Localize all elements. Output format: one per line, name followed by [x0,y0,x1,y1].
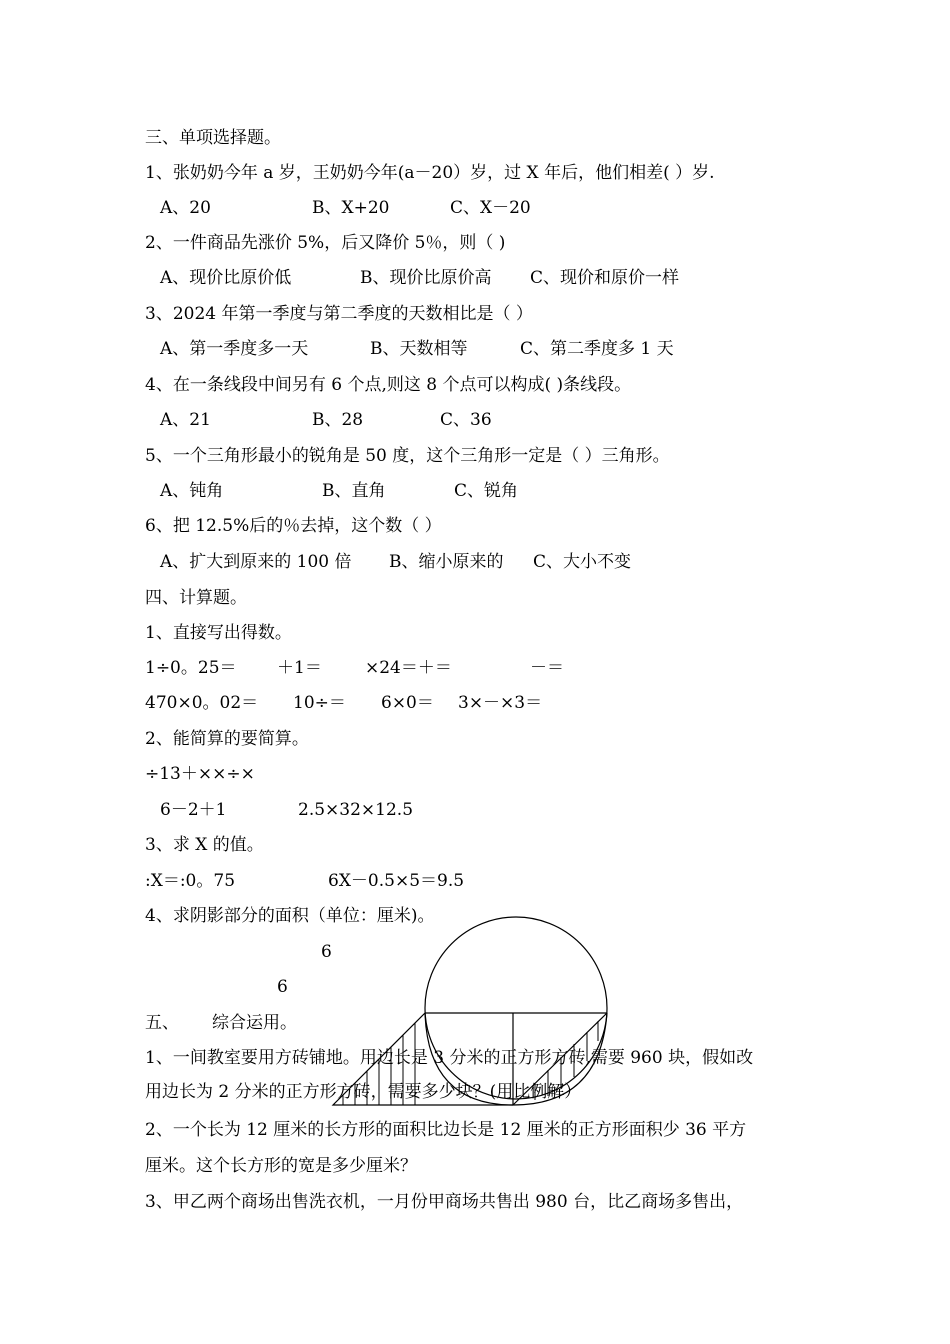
app-question-3-line-1: 3、甲乙两个商场出售洗衣机，一月份甲商场共售出 980 台，比乙商场多售出， [145,1192,744,1212]
problem-1-heading: 1、直接写出得数。 [145,623,292,643]
problem-3-heading: 3、求 X 的值。 [145,835,264,855]
section3-title: 三、单项选择题。 [145,128,281,148]
p3-equation-2: 6X－0.5×5＝9.5 [328,871,465,891]
app-question-2-line-2: 厘米。这个长方形的宽是多少厘米？ [145,1156,417,1176]
question-6: 6、把 12.5%后的％去掉，这个数（ ） [145,516,442,536]
p3-equation-1: :X＝:0。75 [145,871,236,891]
q2-option-b: B、现价比原价高 [360,268,492,288]
q4-option-c: C、36 [440,410,492,430]
q4-option-b: B、28 [312,410,364,430]
q6-option-a: A、扩大到原来的 100 倍 [160,552,352,572]
problem-2-heading: 2、能简算的要简算。 [145,729,309,749]
app-question-1-line-1: 1、一间教室要用方砖铺地。用边长是 3 分米的正方形方砖,需要 960 块，假如改 [145,1048,754,1068]
p2-row1: ÷13＋××÷× [145,764,255,784]
figure-label-top: 6 [321,942,332,962]
p2-row2-item-2: 2.5×32×12.5 [298,800,414,820]
q2-option-a: A、现价比原价低 [160,268,292,288]
p1-row1-item-2: ＋1＝ [277,658,322,678]
p1-row2-item-3: 6×0＝ [381,693,434,713]
question-4: 4、在一条线段中间另有 6 个点,则这 8 个点可以构成( )条线段。 [145,375,632,395]
p1-row2-item-1: 470×0。02＝ [145,693,259,713]
question-5: 5、一个三角形最小的锐角是 50 度，这个三角形一定是（ ）三角形。 [145,446,670,466]
q4-option-a: A、21 [160,410,211,430]
p1-row1-item-4: －＝ [530,658,564,678]
question-2: 2、一件商品先涨价 5%，后又降价 5％，则（ ) [145,233,506,253]
question-3: 3、2024 年第一季度与第二季度的天数相比是（ ） [145,304,533,324]
q1-option-a: A、20 [160,198,211,218]
q3-option-c: C、第二季度多 1 天 [520,339,674,359]
q6-option-c: C、大小不变 [533,552,632,572]
q6-option-b: B、缩小原来的 [389,552,504,572]
p1-row2-item-2: 10÷＝ [293,693,346,713]
q2-option-c: C、现价和原价一样 [530,268,680,288]
p1-row1-item-3: ×24＝＋＝ [365,658,452,678]
section4-title: 四、计算题。 [145,588,247,608]
section5-title-number: 五、 [145,1013,179,1033]
figure-label-side: 6 [277,977,288,997]
q5-option-a: A、钝角 [160,481,224,501]
q3-option-b: B、天数相等 [370,339,468,359]
app-question-2-line-1: 2、一个长为 12 厘米的长方形的面积比边长是 12 厘米的正方形面积少 36 平方 [145,1120,747,1140]
problem-4-heading: 4、求阴影部分的面积（单位：厘米)。 [145,906,435,926]
app-question-1-line-2: 用边长为 2 分米的正方形方砖，需要多少块？(用比例解） [145,1082,582,1102]
question-1: 1、张奶奶今年 a 岁，王奶奶今年(a－20）岁，过 X 年后，他们相差( ）岁. [145,163,715,183]
figure-circle [425,917,607,1099]
q5-option-c: C、锐角 [454,481,519,501]
q1-option-b: B、X+20 [312,198,390,218]
q3-option-a: A、第一季度多一天 [160,339,309,359]
q1-option-c: C、X－20 [450,198,531,218]
section5-title-text: 综合运用。 [212,1013,297,1033]
p1-row2-item-4: 3×－×3＝ [458,693,543,713]
p2-row2-item-1: 6－2＋1 [160,800,227,820]
q5-option-b: B、直角 [322,481,386,501]
p1-row1-item-1: 1÷0。25＝ [145,658,237,678]
